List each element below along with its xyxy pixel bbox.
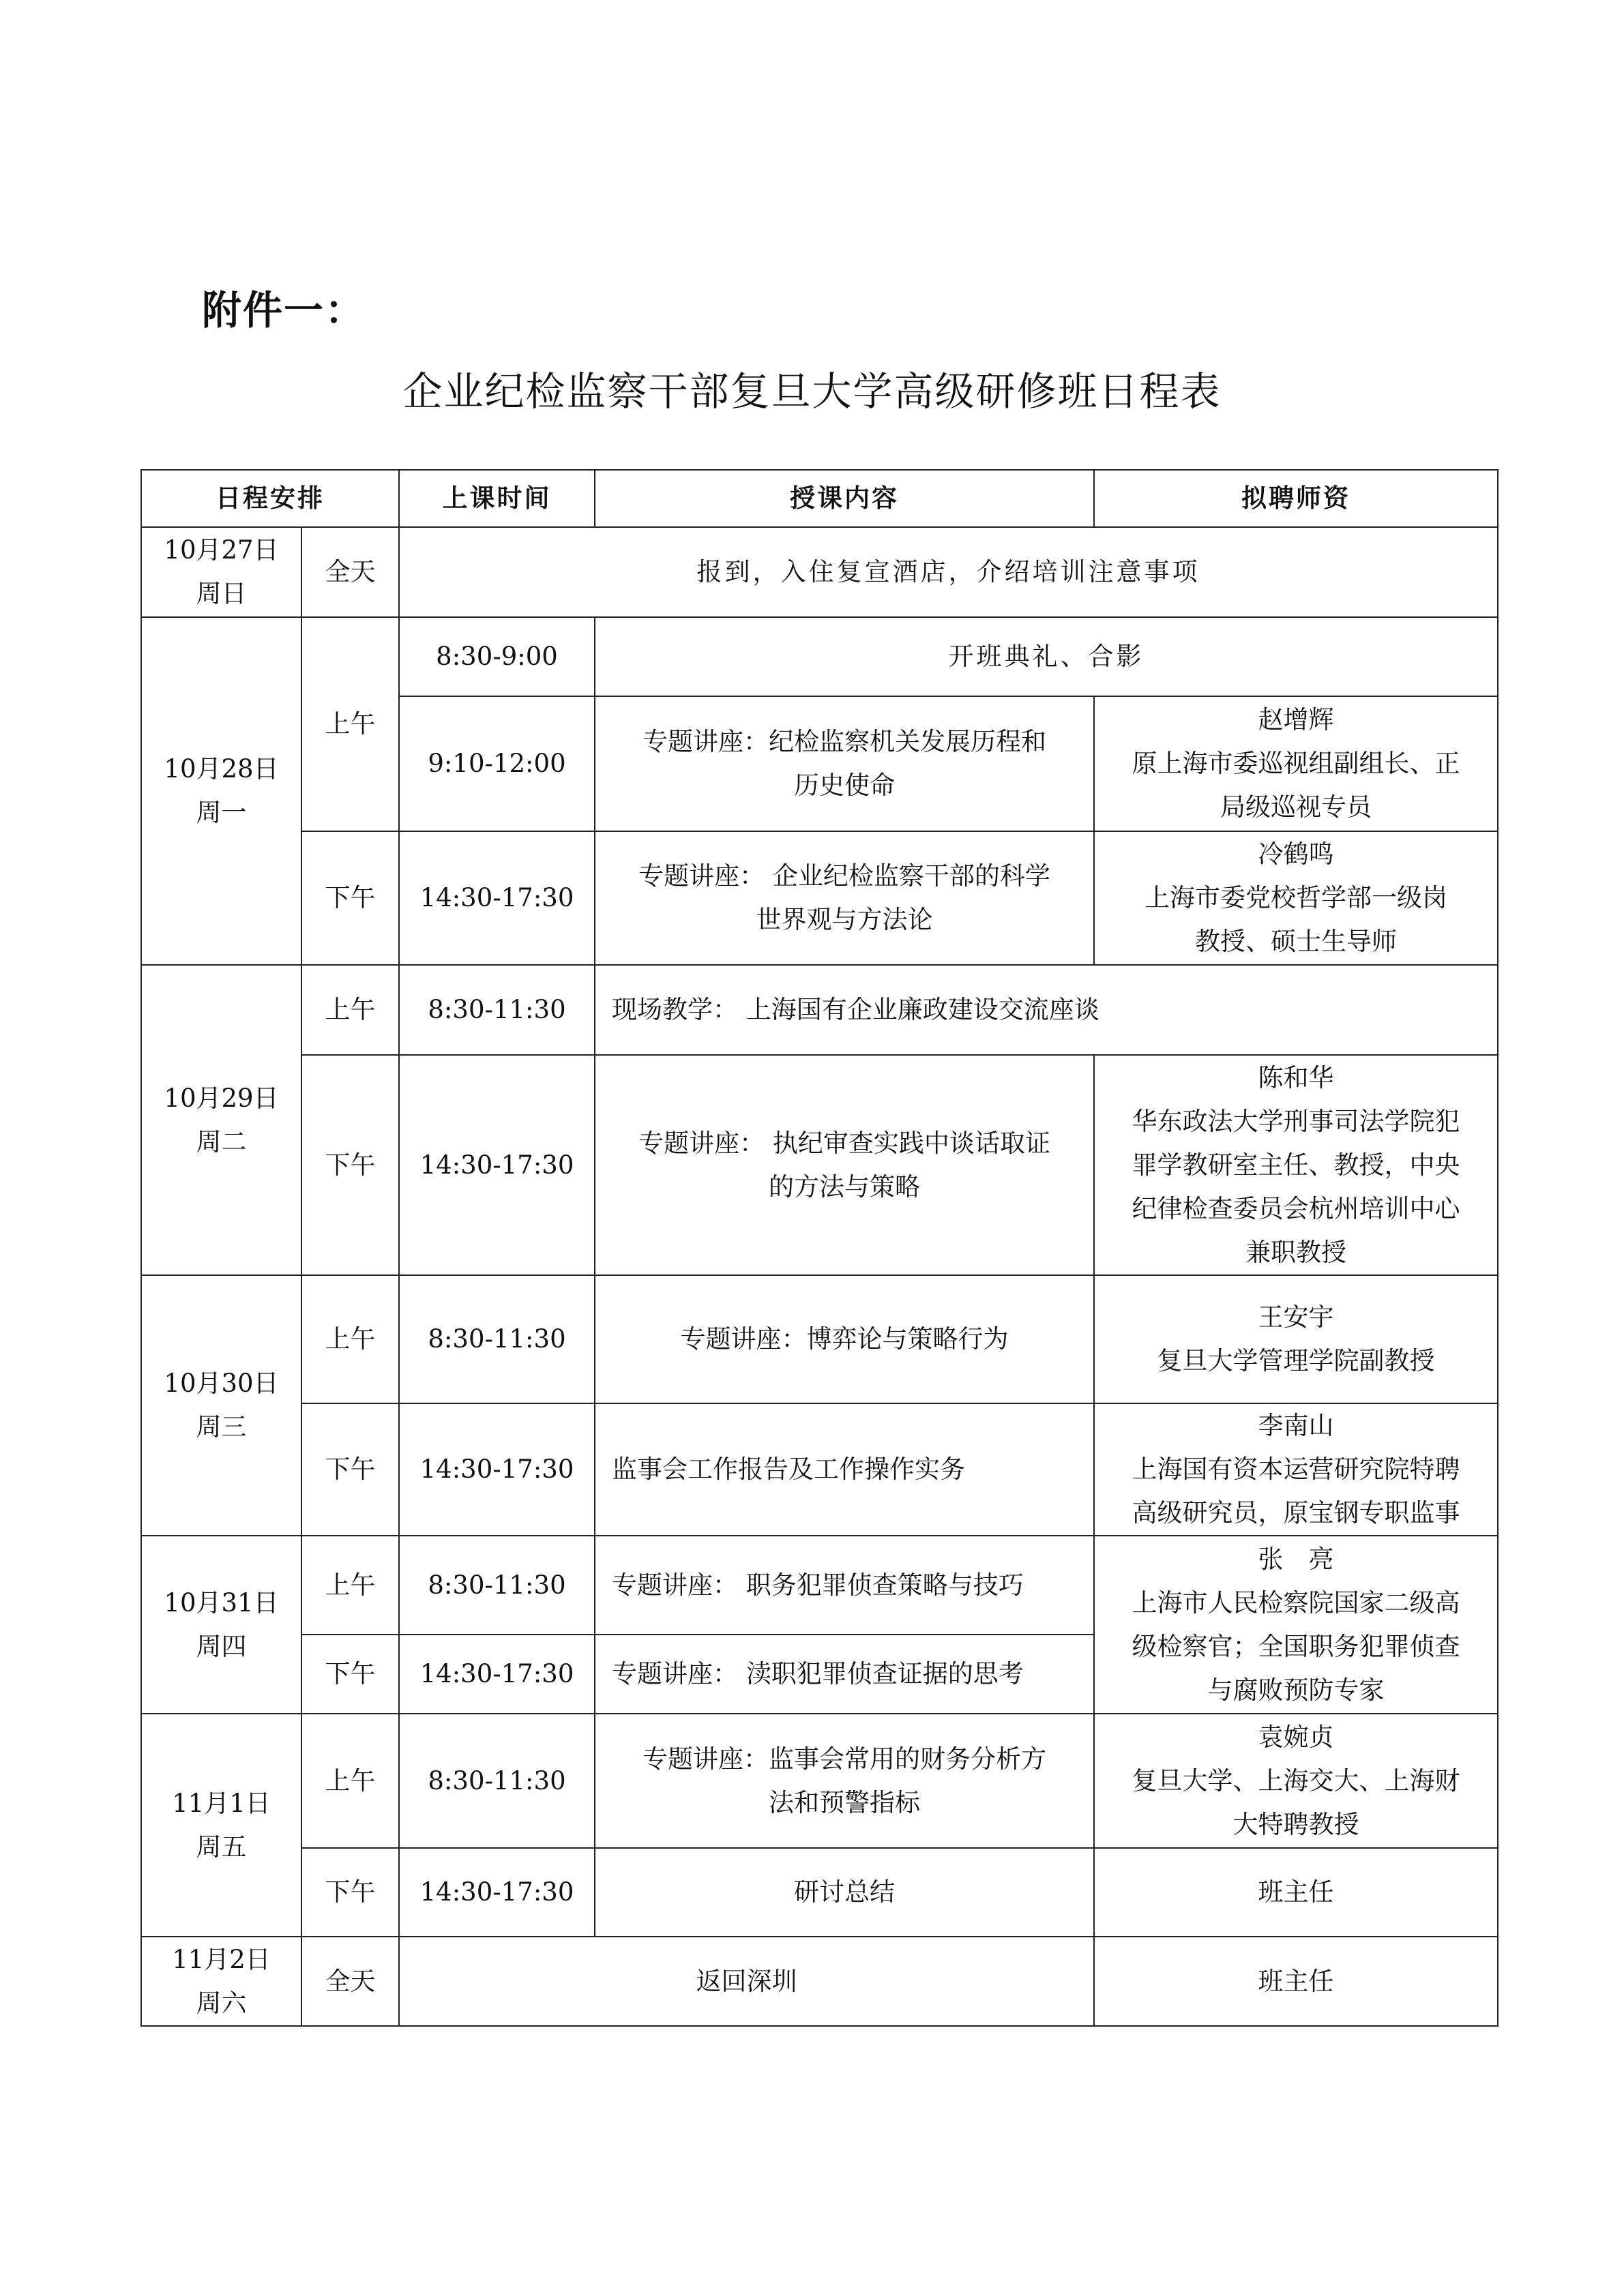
teacher-name: 王安宇 xyxy=(1258,1302,1334,1332)
content-cell: 现场教学： 上海国有企业廉政建设交流座谈 xyxy=(595,965,1498,1055)
time-cell: 8:30-11:30 xyxy=(399,965,595,1055)
time-cell: 14:30-17:30 xyxy=(399,1055,595,1275)
table-row xyxy=(141,1275,1498,1403)
teacher-name: 袁婉贞 xyxy=(1258,1722,1334,1752)
content-cell: 返回深圳 xyxy=(399,1937,1094,2026)
period-cell: 上午 xyxy=(301,1275,399,1403)
teacher-cell: 李南山 上海国有资本运营研究院特聘 高级研究员，原宝钢专职监事 xyxy=(1094,1403,1498,1536)
weekday-label: 周二 xyxy=(196,1127,247,1157)
header-content: 授课内容 xyxy=(595,470,1094,527)
period-cell: 上午 xyxy=(301,617,399,831)
table-row xyxy=(141,1055,1498,1275)
period-cell: 下午 xyxy=(301,1635,399,1714)
content-cell: 研讨总结 xyxy=(595,1848,1094,1937)
day-cell xyxy=(141,1275,301,1536)
teacher-name: 张 亮 xyxy=(1258,1544,1334,1574)
date-label: 10月27日 xyxy=(164,535,279,565)
content-cell: 专题讲座：监事会常用的财务分析方 法和预警指标 xyxy=(595,1714,1094,1848)
day-cell xyxy=(141,1536,301,1714)
teacher-cell: 班主任 xyxy=(1094,1848,1498,1937)
table-row xyxy=(141,831,1498,965)
teacher-cell: 王安宇 复旦大学管理学院副教授 xyxy=(1094,1275,1498,1403)
content-cell: 开班典礼、合影 xyxy=(595,617,1498,696)
teacher-name: 陈和华 xyxy=(1258,1062,1334,1092)
time-cell: 8:30-9:00 xyxy=(399,617,595,696)
attachment-heading: 附件一： xyxy=(202,287,366,333)
weekday-label: 周六 xyxy=(196,1988,247,2018)
day-cell xyxy=(141,617,301,965)
table-row xyxy=(141,617,1498,696)
day-cell xyxy=(141,1937,301,2026)
content-cell: 专题讲座：纪检监察机关发展历程和 历史使命 xyxy=(595,696,1094,831)
table-row xyxy=(141,965,1498,1055)
teacher-cell: 张 亮 上海市人民检察院国家二级高 级检察官；全国职务犯罪侦查 与腐败预防专家 xyxy=(1094,1536,1498,1714)
weekday-label: 周五 xyxy=(196,1832,247,1862)
table-row xyxy=(141,1714,1498,1848)
date-label: 10月30日 xyxy=(164,1369,279,1398)
time-cell: 9:10-12:00 xyxy=(399,696,595,831)
teacher-cell: 袁婉贞 复旦大学、上海交大、上海财 大特聘教授 xyxy=(1094,1714,1498,1848)
table-row xyxy=(141,527,1498,617)
date-label: 11月2日 xyxy=(172,1944,271,1974)
time-cell: 14:30-17:30 xyxy=(399,1635,595,1714)
content-cell: 专题讲座：博弈论与策略行为 xyxy=(595,1275,1094,1403)
time-cell: 14:30-17:30 xyxy=(399,1403,595,1536)
period-cell: 下午 xyxy=(301,1848,399,1937)
period-cell: 下午 xyxy=(301,831,399,965)
teacher-cell: 班主任 xyxy=(1094,1937,1498,2026)
teacher-name: 李南山 xyxy=(1258,1411,1334,1440)
period-cell: 全天 xyxy=(301,1937,399,2026)
header-teacher: 拟聘师资 xyxy=(1094,470,1498,527)
table-row xyxy=(141,1937,1498,2026)
table-row xyxy=(141,1403,1498,1536)
period-cell: 上午 xyxy=(301,965,399,1055)
content-cell: 专题讲座： 职务犯罪侦查策略与技巧 xyxy=(595,1536,1094,1635)
period-cell: 下午 xyxy=(301,1403,399,1536)
period-cell: 下午 xyxy=(301,1055,399,1275)
day-cell xyxy=(141,1714,301,1937)
date-label: 10月31日 xyxy=(164,1587,279,1617)
period-cell: 上午 xyxy=(301,1536,399,1635)
content-cell: 专题讲座： 渎职犯罪侦查证据的思考 xyxy=(595,1635,1094,1714)
time-cell: 14:30-17:30 xyxy=(399,1848,595,1937)
day-cell xyxy=(141,527,301,617)
teacher-cell: 冷鹤鸣 上海市委党校哲学部一级岗 教授、硕士生导师 xyxy=(1094,831,1498,965)
teacher-name: 冷鹤鸣 xyxy=(1258,839,1334,869)
teacher-cell: 陈和华 华东政法大学刑事司法学院犯 罪学教研室主任、教授，中央 纪律检查委员会杭州培训中心 兼职教授 xyxy=(1094,1055,1498,1275)
date-label: 10月29日 xyxy=(164,1083,279,1113)
weekday-label: 周日 xyxy=(196,579,247,608)
content-cell: 报到，入住复宣酒店，介绍培训注意事项 xyxy=(399,527,1498,617)
time-cell: 8:30-11:30 xyxy=(399,1536,595,1635)
date-label: 11月1日 xyxy=(172,1788,271,1818)
document-title: 企业纪检监察干部复旦大学高级研修班日程表 xyxy=(402,368,1222,415)
period-cell: 全天 xyxy=(301,527,399,617)
content-cell: 监事会工作报告及工作操作实务 xyxy=(595,1403,1094,1536)
header-time: 上课时间 xyxy=(399,470,595,527)
header-schedule: 日程安排 xyxy=(141,470,399,527)
weekday-label: 周四 xyxy=(196,1631,247,1661)
teacher-name: 赵增辉 xyxy=(1258,705,1334,734)
schedule-table xyxy=(141,469,1498,2027)
time-cell: 8:30-11:30 xyxy=(399,1275,595,1403)
date-label: 10月28日 xyxy=(164,754,279,784)
content-cell: 专题讲座： 执纪审查实践中谈话取证 的方法与策略 xyxy=(595,1055,1094,1275)
weekday-label: 周三 xyxy=(196,1412,247,1442)
table-header-row xyxy=(141,470,1498,527)
period-cell: 上午 xyxy=(301,1714,399,1848)
table-row xyxy=(141,1536,1498,1635)
time-cell: 8:30-11:30 xyxy=(399,1714,595,1848)
content-cell: 专题讲座： 企业纪检监察干部的科学 世界观与方法论 xyxy=(595,831,1094,965)
time-cell: 14:30-17:30 xyxy=(399,831,595,965)
table-row xyxy=(141,1848,1498,1937)
weekday-label: 周一 xyxy=(196,798,247,827)
teacher-cell: 赵增辉 原上海市委巡视组副组长、正 局级巡视专员 xyxy=(1094,696,1498,831)
day-cell xyxy=(141,965,301,1275)
